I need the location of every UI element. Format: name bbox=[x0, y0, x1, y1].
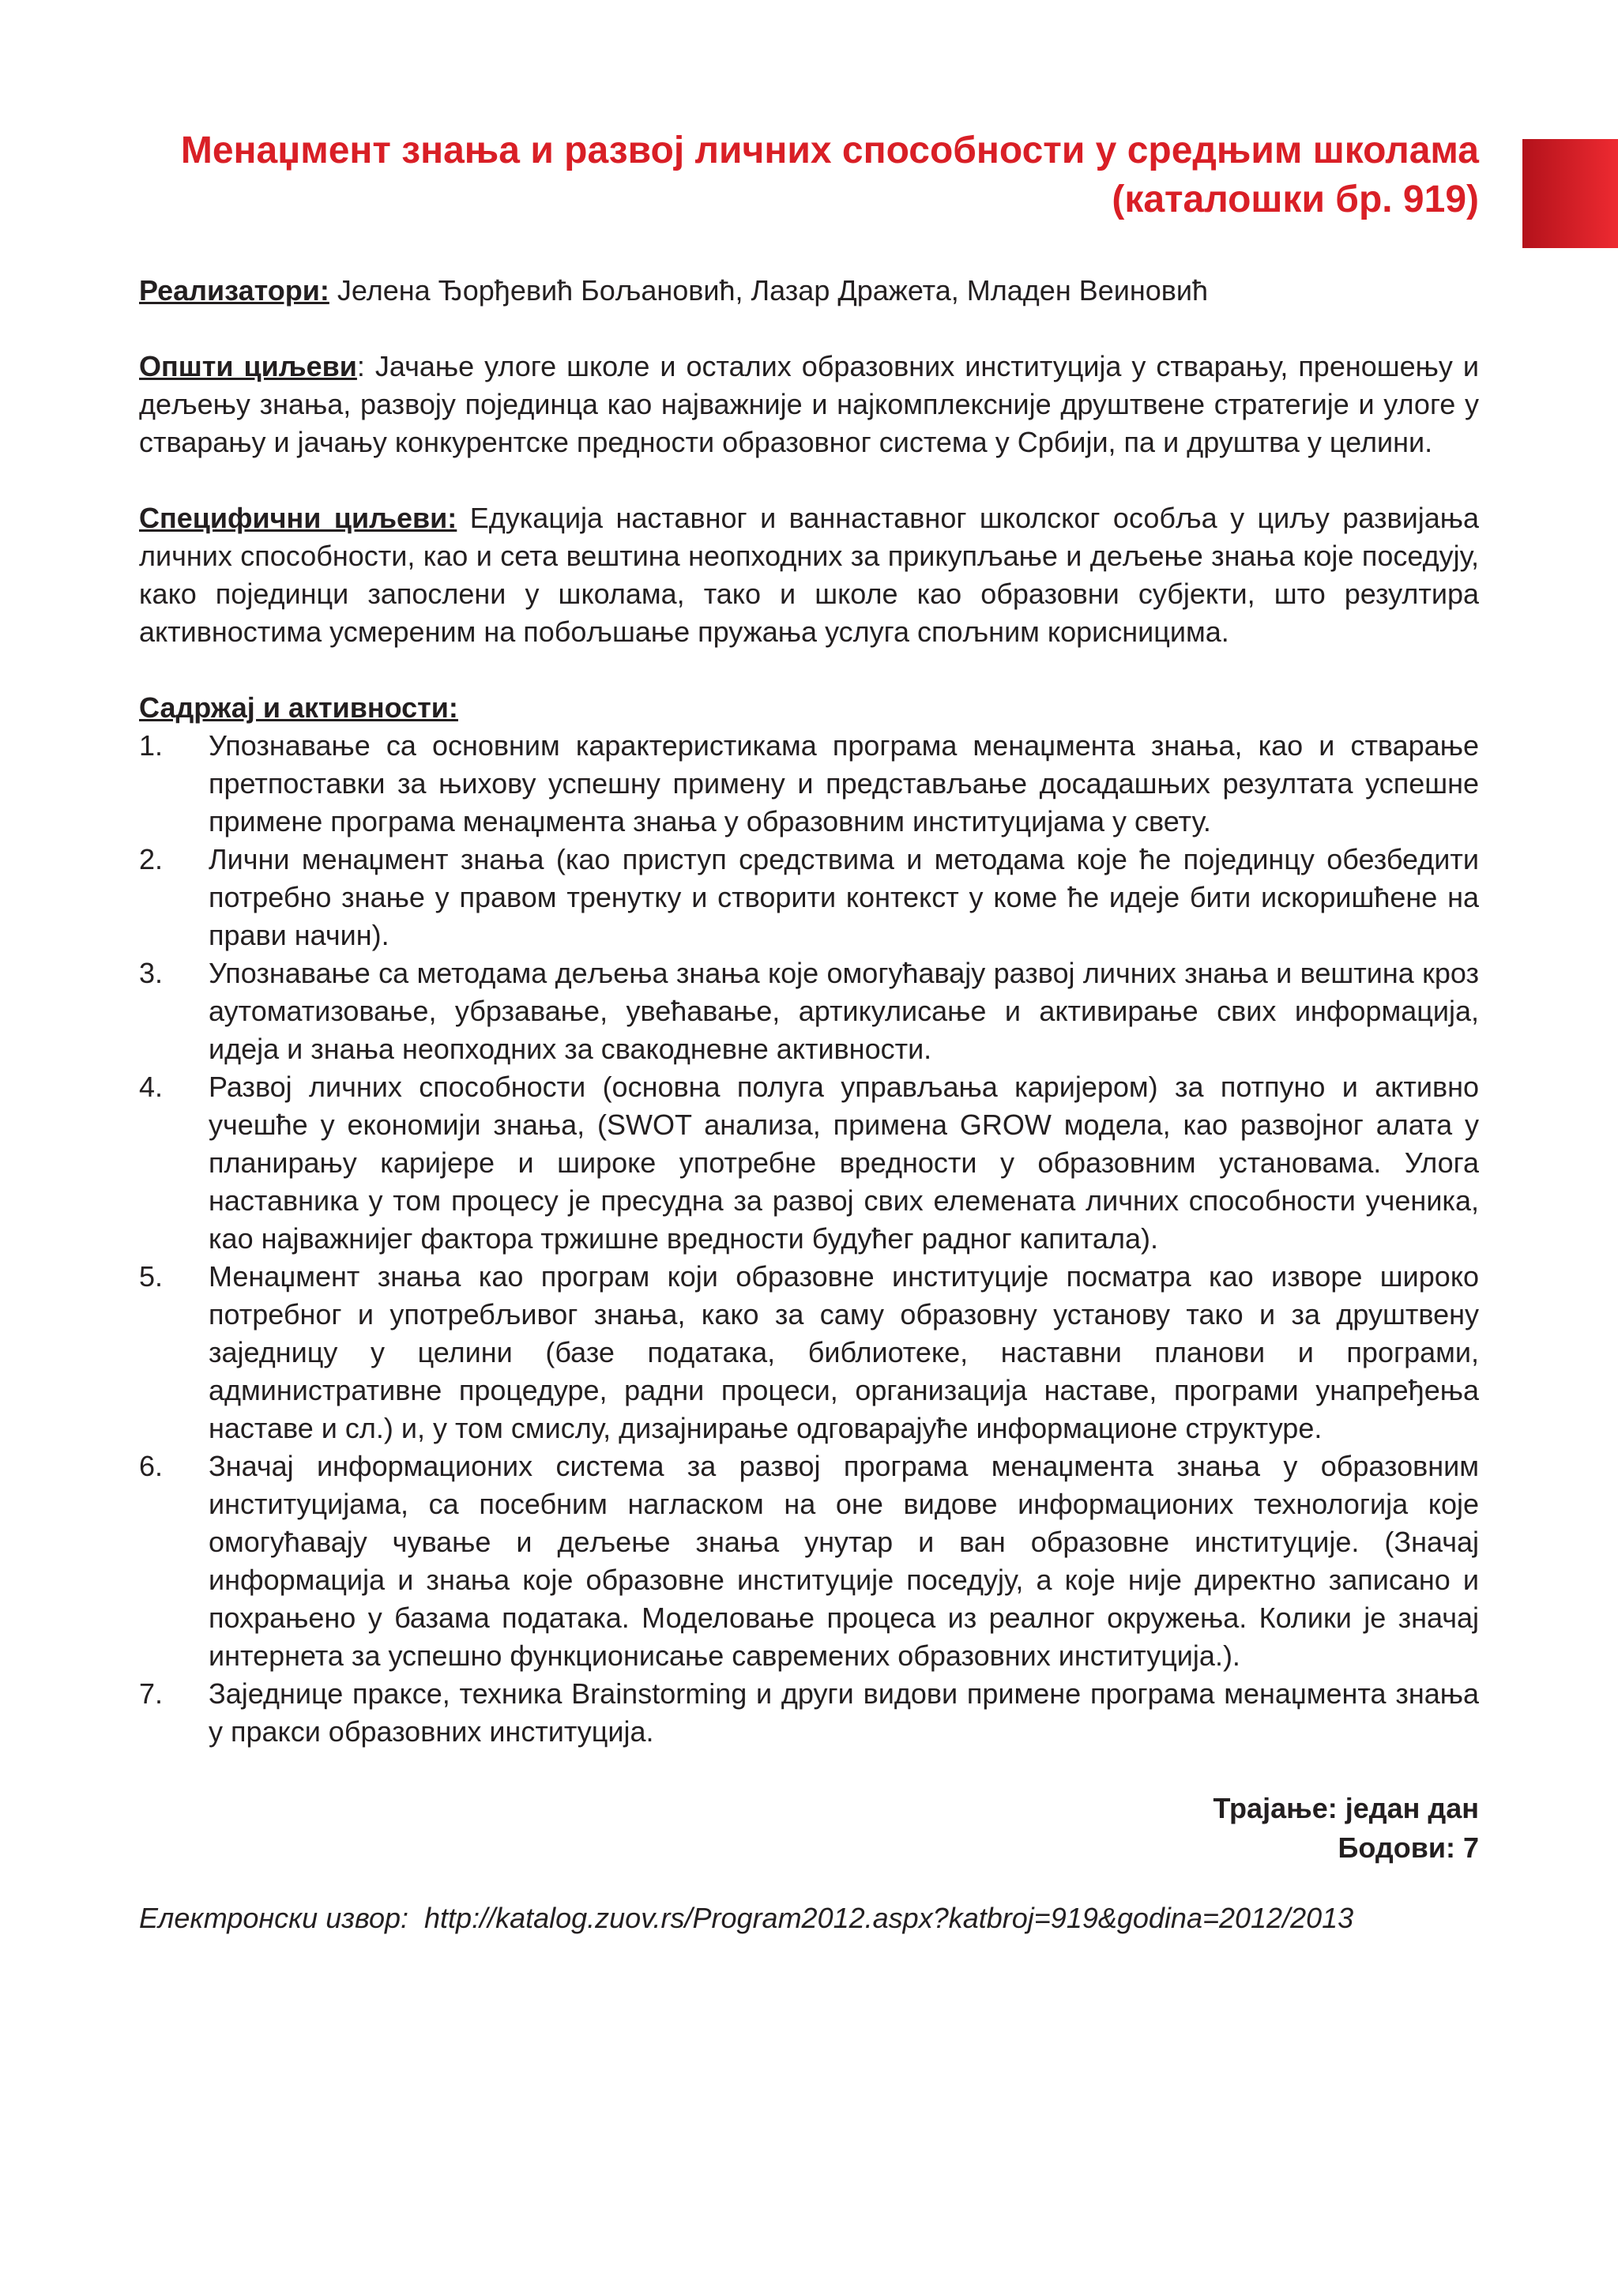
duration: Трајање: један дан bbox=[1213, 1792, 1479, 1824]
list-item bbox=[139, 727, 1479, 841]
specific-goals-label: Специфични циљеви: bbox=[139, 502, 457, 534]
authors-label: Реализатори: bbox=[139, 274, 329, 307]
list-item-number: 2. bbox=[139, 843, 164, 875]
list-item-number: 1. bbox=[139, 729, 164, 762]
specific-goals-paragraph bbox=[139, 499, 1479, 651]
list-item bbox=[139, 1258, 1479, 1447]
list-item-text: Менаџмент знања као програм који образовне институције посматра као изворе широко потребног и употребљивог знања, како за саму образовну установу тако и за друштвену заједницу у целини (базе података, библиотеке, наставни планови и програми, административне процедуре, радни процеси, организација наставе, програми унапређења наставе и сл.) и, у том смислу, дизајнирање одговарајуће информационе структуре. bbox=[209, 1260, 1479, 1444]
authors-text: Јелена Ђорђевић Бољановић, Лазар Дражета, Младен Веиновић bbox=[329, 274, 1209, 307]
electronic-source bbox=[139, 1899, 1479, 1937]
list-item-text: Упознавање са основним карактеристикама програма менаџмента знања, као и стварање претпоставки за њихову успешну примену и представљање досадашњих резултата успешне примене програма менаџмента знања у образовним институцијама у свету. bbox=[209, 729, 1479, 837]
list-item-number: 4. bbox=[139, 1071, 164, 1103]
content-activities-heading bbox=[139, 689, 1479, 727]
list-item-number: 5. bbox=[139, 1260, 164, 1293]
list-item-text: Развој личних способности (основна полуга управљања каријером) за потпуно и активно учешће у економији знања, (SWOT анализа, примена GROW модела, као развојног алата у планирању каријере и широке употребне вредности у образовним установама. Улога наставника у том процесу је пресудна за развој свих елемената личних способности ученика, као најважнијег фактора тржишне вредности будућег радног капитала). bbox=[209, 1071, 1479, 1255]
list-item-text: Упознавање са методама дељења знања које омогућавају развој личних знања и вештина кроз аутоматизовање, убрзавање, увећавање, артикулисање и активирање свих информација, идеја и знања неопходних за свакодневне активности. bbox=[209, 957, 1479, 1065]
list-item-text: Значај информационих система за развој програма менаџмента знања у образовним институцијама, са посебним нагласком на оне видове информационих технологија које омогућавају чување и дељење знања унутар и ван образовне институције. (Значај информација и знања које образовне институције поседују, а које није директно записано и похрањено у базама података. Моделовање процеса из реалног окружења. Колики је значај интернета за успешно функционисање савремених образовних институција.). bbox=[209, 1450, 1479, 1672]
duration-points-block bbox=[139, 1789, 1479, 1868]
activities-list bbox=[139, 727, 1479, 1751]
list-item bbox=[139, 1068, 1479, 1258]
list-item bbox=[139, 954, 1479, 1068]
general-goals-text: : Јачање улоге школе и осталих образовних институција у стварању, преношењу и дељењу знања, развоју појединца као најважније и најкомплексније друштвене стратегије и улоге у стварању и јачању конкурентске предности образовног система у Србији, па и друштва у целини. bbox=[139, 350, 1479, 458]
list-item bbox=[139, 841, 1479, 954]
specific-goals-text: Едукација наставног и ваннаставног школског особља у циљу развијања личних способности, као и сета вештина неопходних за прикупљање и дељење знања које поседују, како појединци запослени у школама, тако и школе као образовни субјекти, што резултира активностима усмереним на побољшање пружања услуга спољним корисницима. bbox=[139, 502, 1480, 648]
list-item bbox=[139, 1447, 1479, 1675]
source-url[interactable]: http://katalog.zuov.rs/Program2012.aspx?katbroj=919&godina=2012/2013 bbox=[424, 1902, 1354, 1934]
page-title bbox=[139, 126, 1479, 224]
title-line-2: (каталошки бр. 919) bbox=[1112, 179, 1479, 220]
points: Бодови: 7 bbox=[1338, 1831, 1479, 1864]
general-goals-label: Општи циљеви bbox=[139, 350, 357, 382]
red-corner-tab bbox=[1522, 139, 1618, 248]
title-line-1: Менаџмент знања и развој личних способности у средњим школама bbox=[180, 130, 1479, 171]
list-item bbox=[139, 1675, 1479, 1751]
document-body bbox=[139, 126, 1479, 1937]
source-label: Електронски извор: bbox=[139, 1902, 408, 1934]
list-item-number: 7. bbox=[139, 1677, 164, 1710]
list-item-text: Лични менаџмент знања (као приступ средствима и методама које ће појединцу обезбедити потребно знање у правом тренутку и створити контекст у коме ће идеје бити искоришћене на прави начин). bbox=[209, 843, 1479, 951]
general-goals-paragraph bbox=[139, 348, 1479, 461]
list-item-text: Заједнице праксе, техника Brainstorming и други видови примене програма менаџмента знања у пракси образовних институција. bbox=[209, 1677, 1479, 1748]
list-item-number: 3. bbox=[139, 957, 164, 989]
list-item-number: 6. bbox=[139, 1450, 164, 1482]
content-activities-label: Садржај и активности: bbox=[139, 691, 458, 724]
authors-paragraph bbox=[139, 272, 1479, 310]
